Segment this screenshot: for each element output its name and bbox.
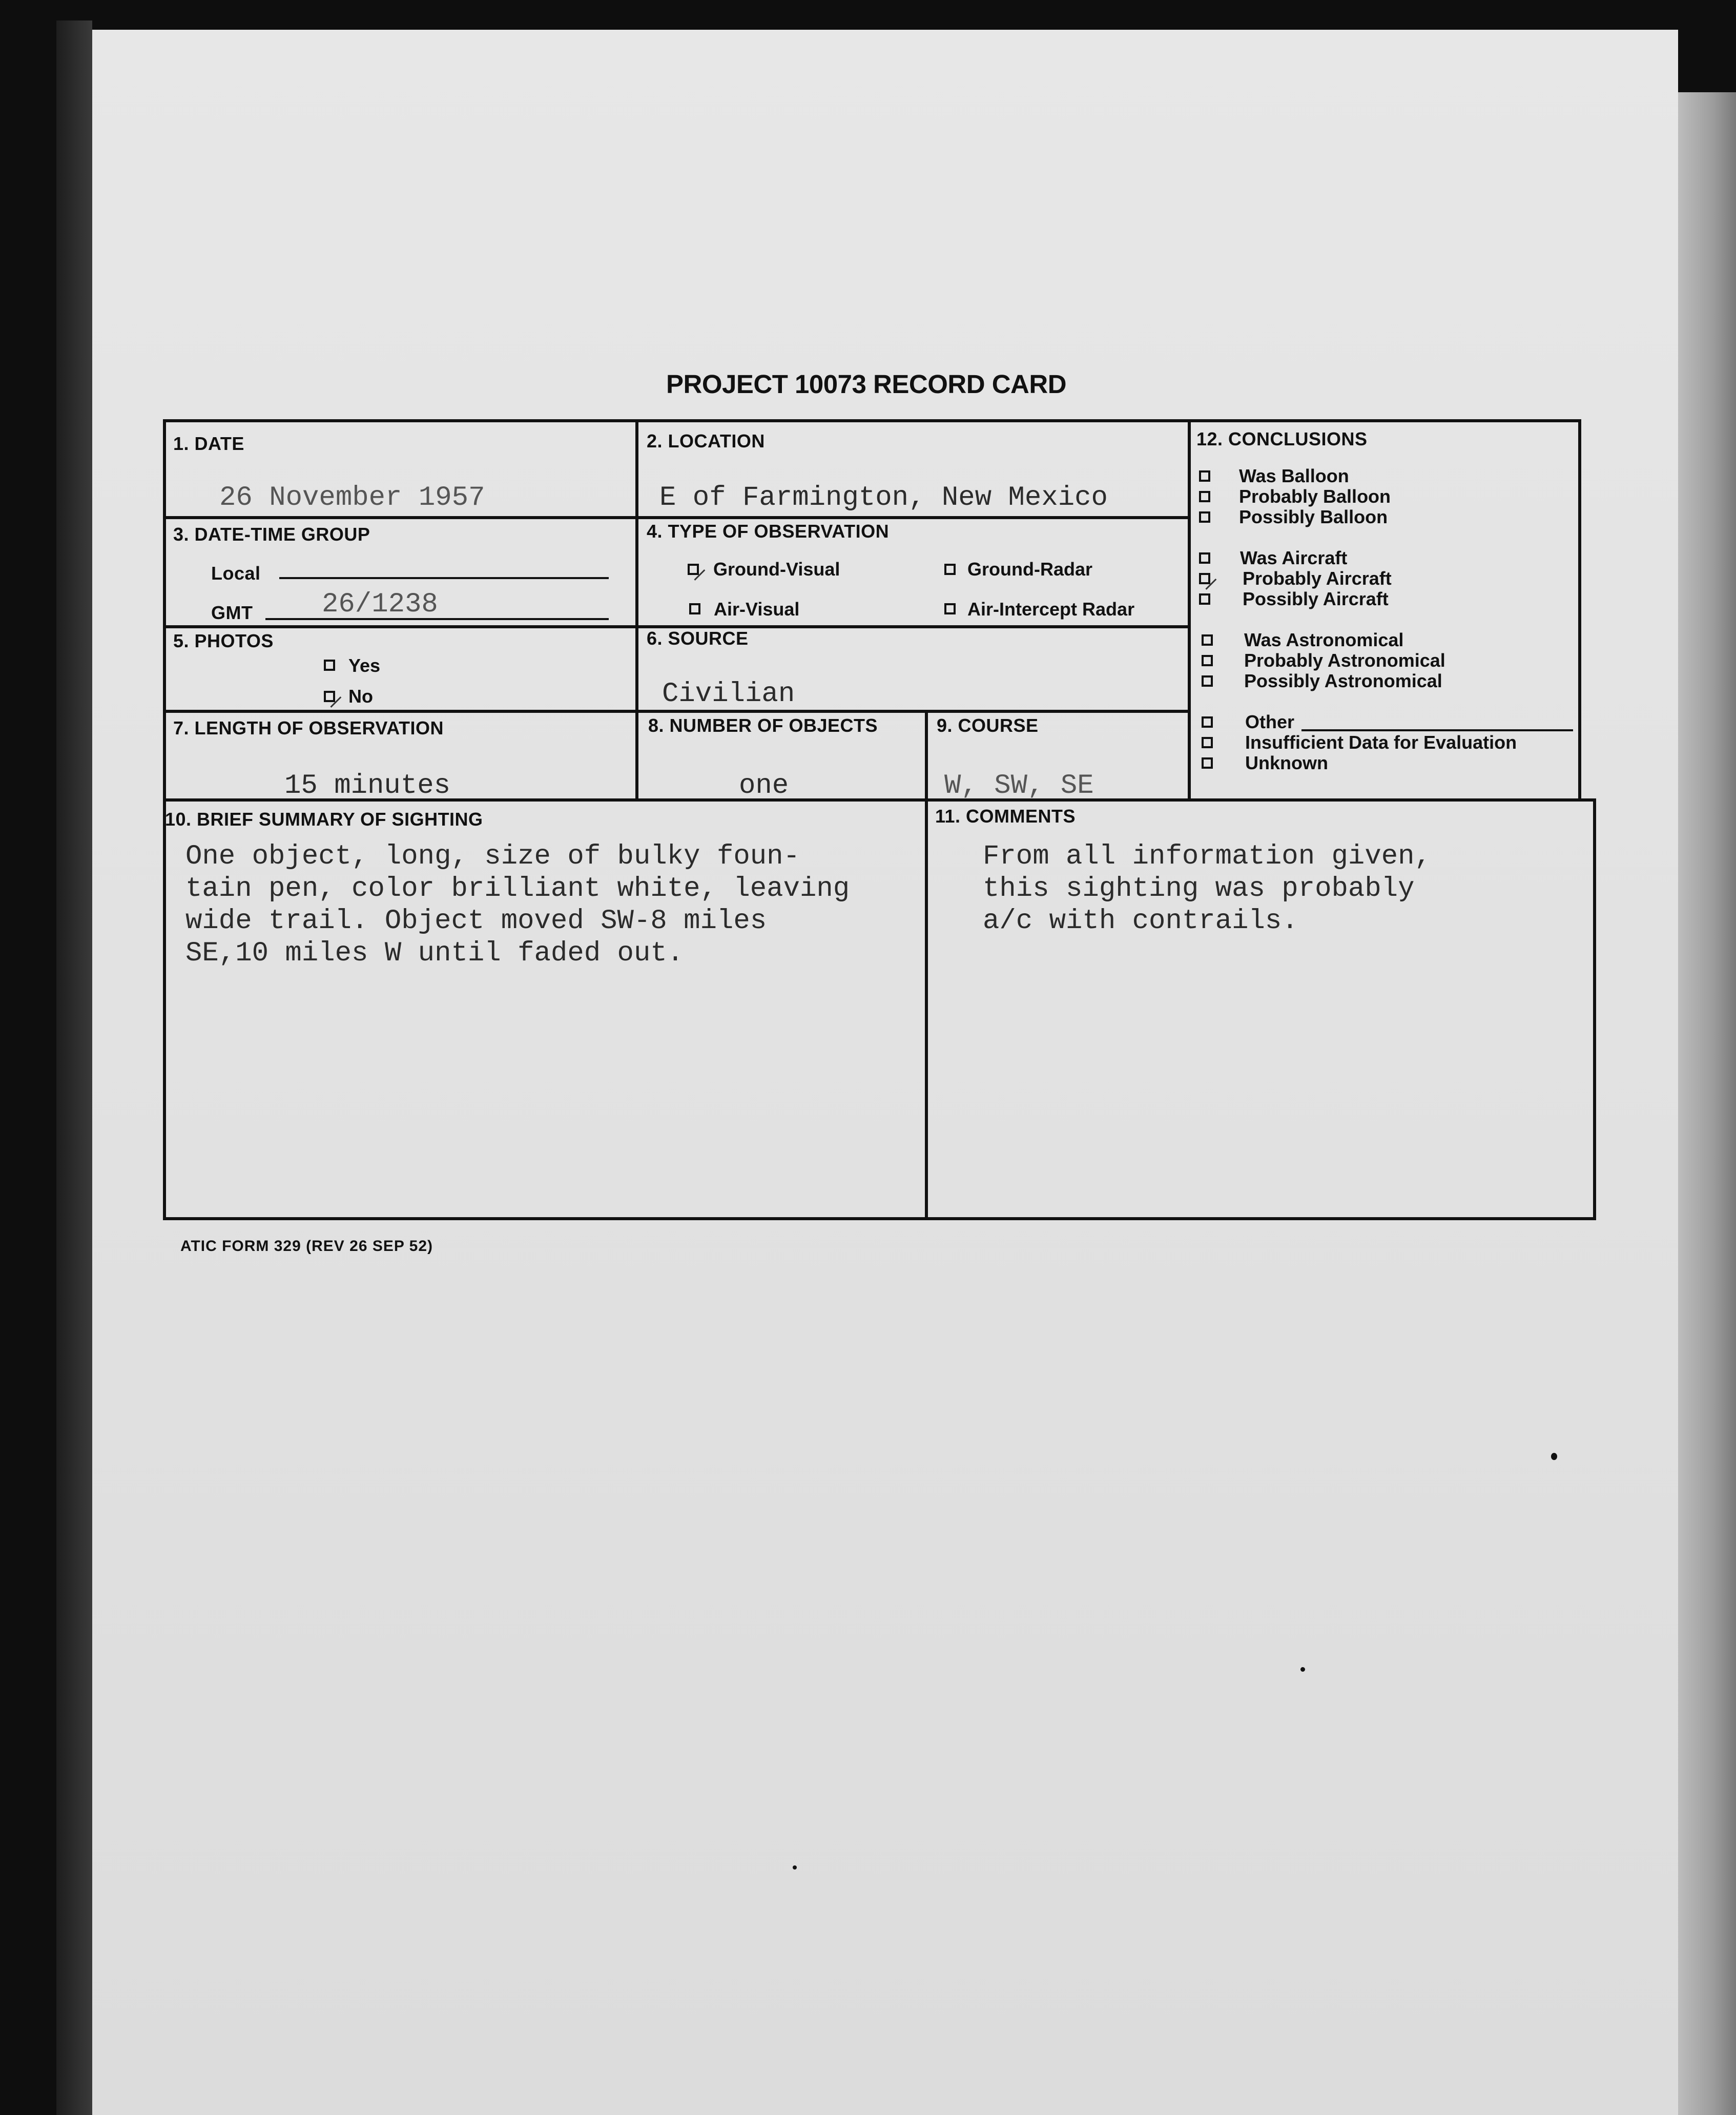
table-border-top bbox=[163, 419, 1581, 422]
insufficient-data-checkbox[interactable] bbox=[1202, 737, 1213, 748]
probably-balloon-checkbox[interactable] bbox=[1199, 491, 1210, 502]
local-label: Local bbox=[211, 563, 261, 584]
comments-line-2: this sighting was probably bbox=[983, 873, 1415, 905]
source-value: Civilian bbox=[662, 679, 795, 710]
comments-line-1: From all information given, bbox=[983, 841, 1431, 872]
source-label: 6. SOURCE bbox=[647, 628, 749, 649]
location-value: E of Farmington, New Mexico bbox=[659, 482, 1108, 514]
possibly-aircraft-checkbox[interactable] bbox=[1199, 593, 1210, 605]
air-visual-label: Air-Visual bbox=[714, 599, 800, 620]
length-of-observation-label: 7. LENGTH OF OBSERVATION bbox=[173, 717, 444, 738]
form-number: ATIC FORM 329 (REV 26 SEP 52) bbox=[180, 1238, 433, 1255]
unknown-checkbox[interactable] bbox=[1202, 757, 1213, 769]
air-intercept-radar-label: Air-Intercept Radar bbox=[967, 599, 1135, 620]
gmt-label: GMT bbox=[211, 602, 253, 623]
ground-radar-label: Ground-Radar bbox=[967, 559, 1093, 580]
type-of-observation-label: 4. TYPE OF OBSERVATION bbox=[647, 521, 890, 542]
film-edge-right bbox=[1678, 92, 1736, 2115]
insufficient-data-label: Insufficient Data for Evaluation bbox=[1245, 732, 1517, 753]
possibly-balloon-label: Possibly Balloon bbox=[1239, 506, 1388, 527]
summary-line-4: SE,10 miles W until faded out. bbox=[185, 938, 684, 969]
probably-aircraft-checkbox[interactable] bbox=[1199, 573, 1210, 584]
divider-col-1 bbox=[635, 419, 638, 798]
comments-label: 11. COMMENTS bbox=[935, 806, 1076, 827]
film-edge-left bbox=[56, 20, 92, 2115]
unknown-label: Unknown bbox=[1245, 752, 1328, 773]
photos-yes-label: Yes bbox=[348, 655, 381, 676]
summary-line-3: wide trail. Object moved SW-8 miles bbox=[185, 906, 767, 937]
table-border-bottom bbox=[163, 1217, 1596, 1220]
probably-astronomical-checkbox[interactable] bbox=[1202, 655, 1213, 666]
was-astronomical-checkbox[interactable] bbox=[1202, 634, 1213, 646]
was-balloon-label: Was Balloon bbox=[1239, 465, 1349, 486]
summary-line-1: One object, long, size of bulky foun- bbox=[185, 841, 800, 872]
table-border-right-lower bbox=[1593, 798, 1596, 1220]
conclusions-label: 12. CONCLUSIONS bbox=[1196, 428, 1368, 449]
ground-visual-checkbox[interactable] bbox=[688, 564, 699, 575]
possibly-astronomical-checkbox[interactable] bbox=[1202, 675, 1213, 687]
comments-line-3: a/c with contrails. bbox=[983, 906, 1298, 937]
air-visual-checkbox[interactable] bbox=[689, 603, 700, 614]
table-border-right-upper bbox=[1578, 419, 1581, 798]
paper-sheet bbox=[92, 30, 1678, 2115]
other-field bbox=[1301, 729, 1573, 731]
number-of-objects-label: 8. NUMBER OF OBJECTS bbox=[648, 715, 878, 736]
air-intercept-radar-checkbox[interactable] bbox=[944, 603, 956, 614]
photos-yes-checkbox[interactable] bbox=[324, 660, 335, 671]
was-aircraft-label: Was Aircraft bbox=[1240, 547, 1348, 568]
was-astronomical-label: Was Astronomical bbox=[1244, 629, 1404, 650]
card-title: PROJECT 10073 RECORD CARD bbox=[666, 369, 1067, 399]
date-label: 1. DATE bbox=[173, 433, 244, 454]
photos-label: 5. PHOTOS bbox=[173, 630, 274, 651]
possibly-astronomical-label: Possibly Astronomical bbox=[1244, 670, 1442, 691]
course-label: 9. COURSE bbox=[937, 715, 1039, 736]
possibly-aircraft-label: Possibly Aircraft bbox=[1243, 588, 1389, 609]
scan-speck bbox=[1300, 1667, 1305, 1672]
probably-balloon-label: Probably Balloon bbox=[1239, 486, 1391, 507]
divider-row-1 bbox=[163, 516, 1188, 519]
was-balloon-checkbox[interactable] bbox=[1199, 470, 1210, 482]
photos-no-checkbox[interactable] bbox=[324, 691, 335, 702]
location-label: 2. LOCATION bbox=[647, 430, 765, 451]
possibly-balloon-checkbox[interactable] bbox=[1199, 511, 1210, 523]
probably-aircraft-label: Probably Aircraft bbox=[1243, 568, 1392, 589]
was-aircraft-checkbox[interactable] bbox=[1199, 552, 1210, 564]
length-of-observation-value: 15 minutes bbox=[284, 770, 451, 802]
photos-no-label: No bbox=[348, 686, 373, 707]
summary-label: 10. BRIEF SUMMARY OF SIGHTING bbox=[165, 809, 483, 830]
ground-radar-checkbox[interactable] bbox=[944, 564, 956, 575]
divider-col-3 bbox=[925, 712, 928, 1220]
ground-visual-label: Ground-Visual bbox=[713, 559, 840, 580]
date-value: 26 November 1957 bbox=[219, 482, 485, 514]
local-field bbox=[279, 577, 609, 579]
other-checkbox[interactable] bbox=[1202, 716, 1213, 728]
scan-speck bbox=[1551, 1453, 1557, 1460]
divider-col-2 bbox=[1188, 419, 1191, 798]
course-value: W, SW, SE bbox=[944, 770, 1094, 802]
probably-astronomical-label: Probably Astronomical bbox=[1244, 650, 1445, 671]
number-of-objects-value: one bbox=[739, 770, 789, 802]
summary-line-2: tain pen, color brilliant white, leaving bbox=[185, 873, 850, 905]
scan-speck bbox=[793, 1865, 797, 1870]
other-label: Other bbox=[1245, 711, 1295, 732]
date-time-group-label: 3. DATE-TIME GROUP bbox=[173, 524, 370, 545]
gmt-value: 26/1238 bbox=[322, 589, 438, 620]
